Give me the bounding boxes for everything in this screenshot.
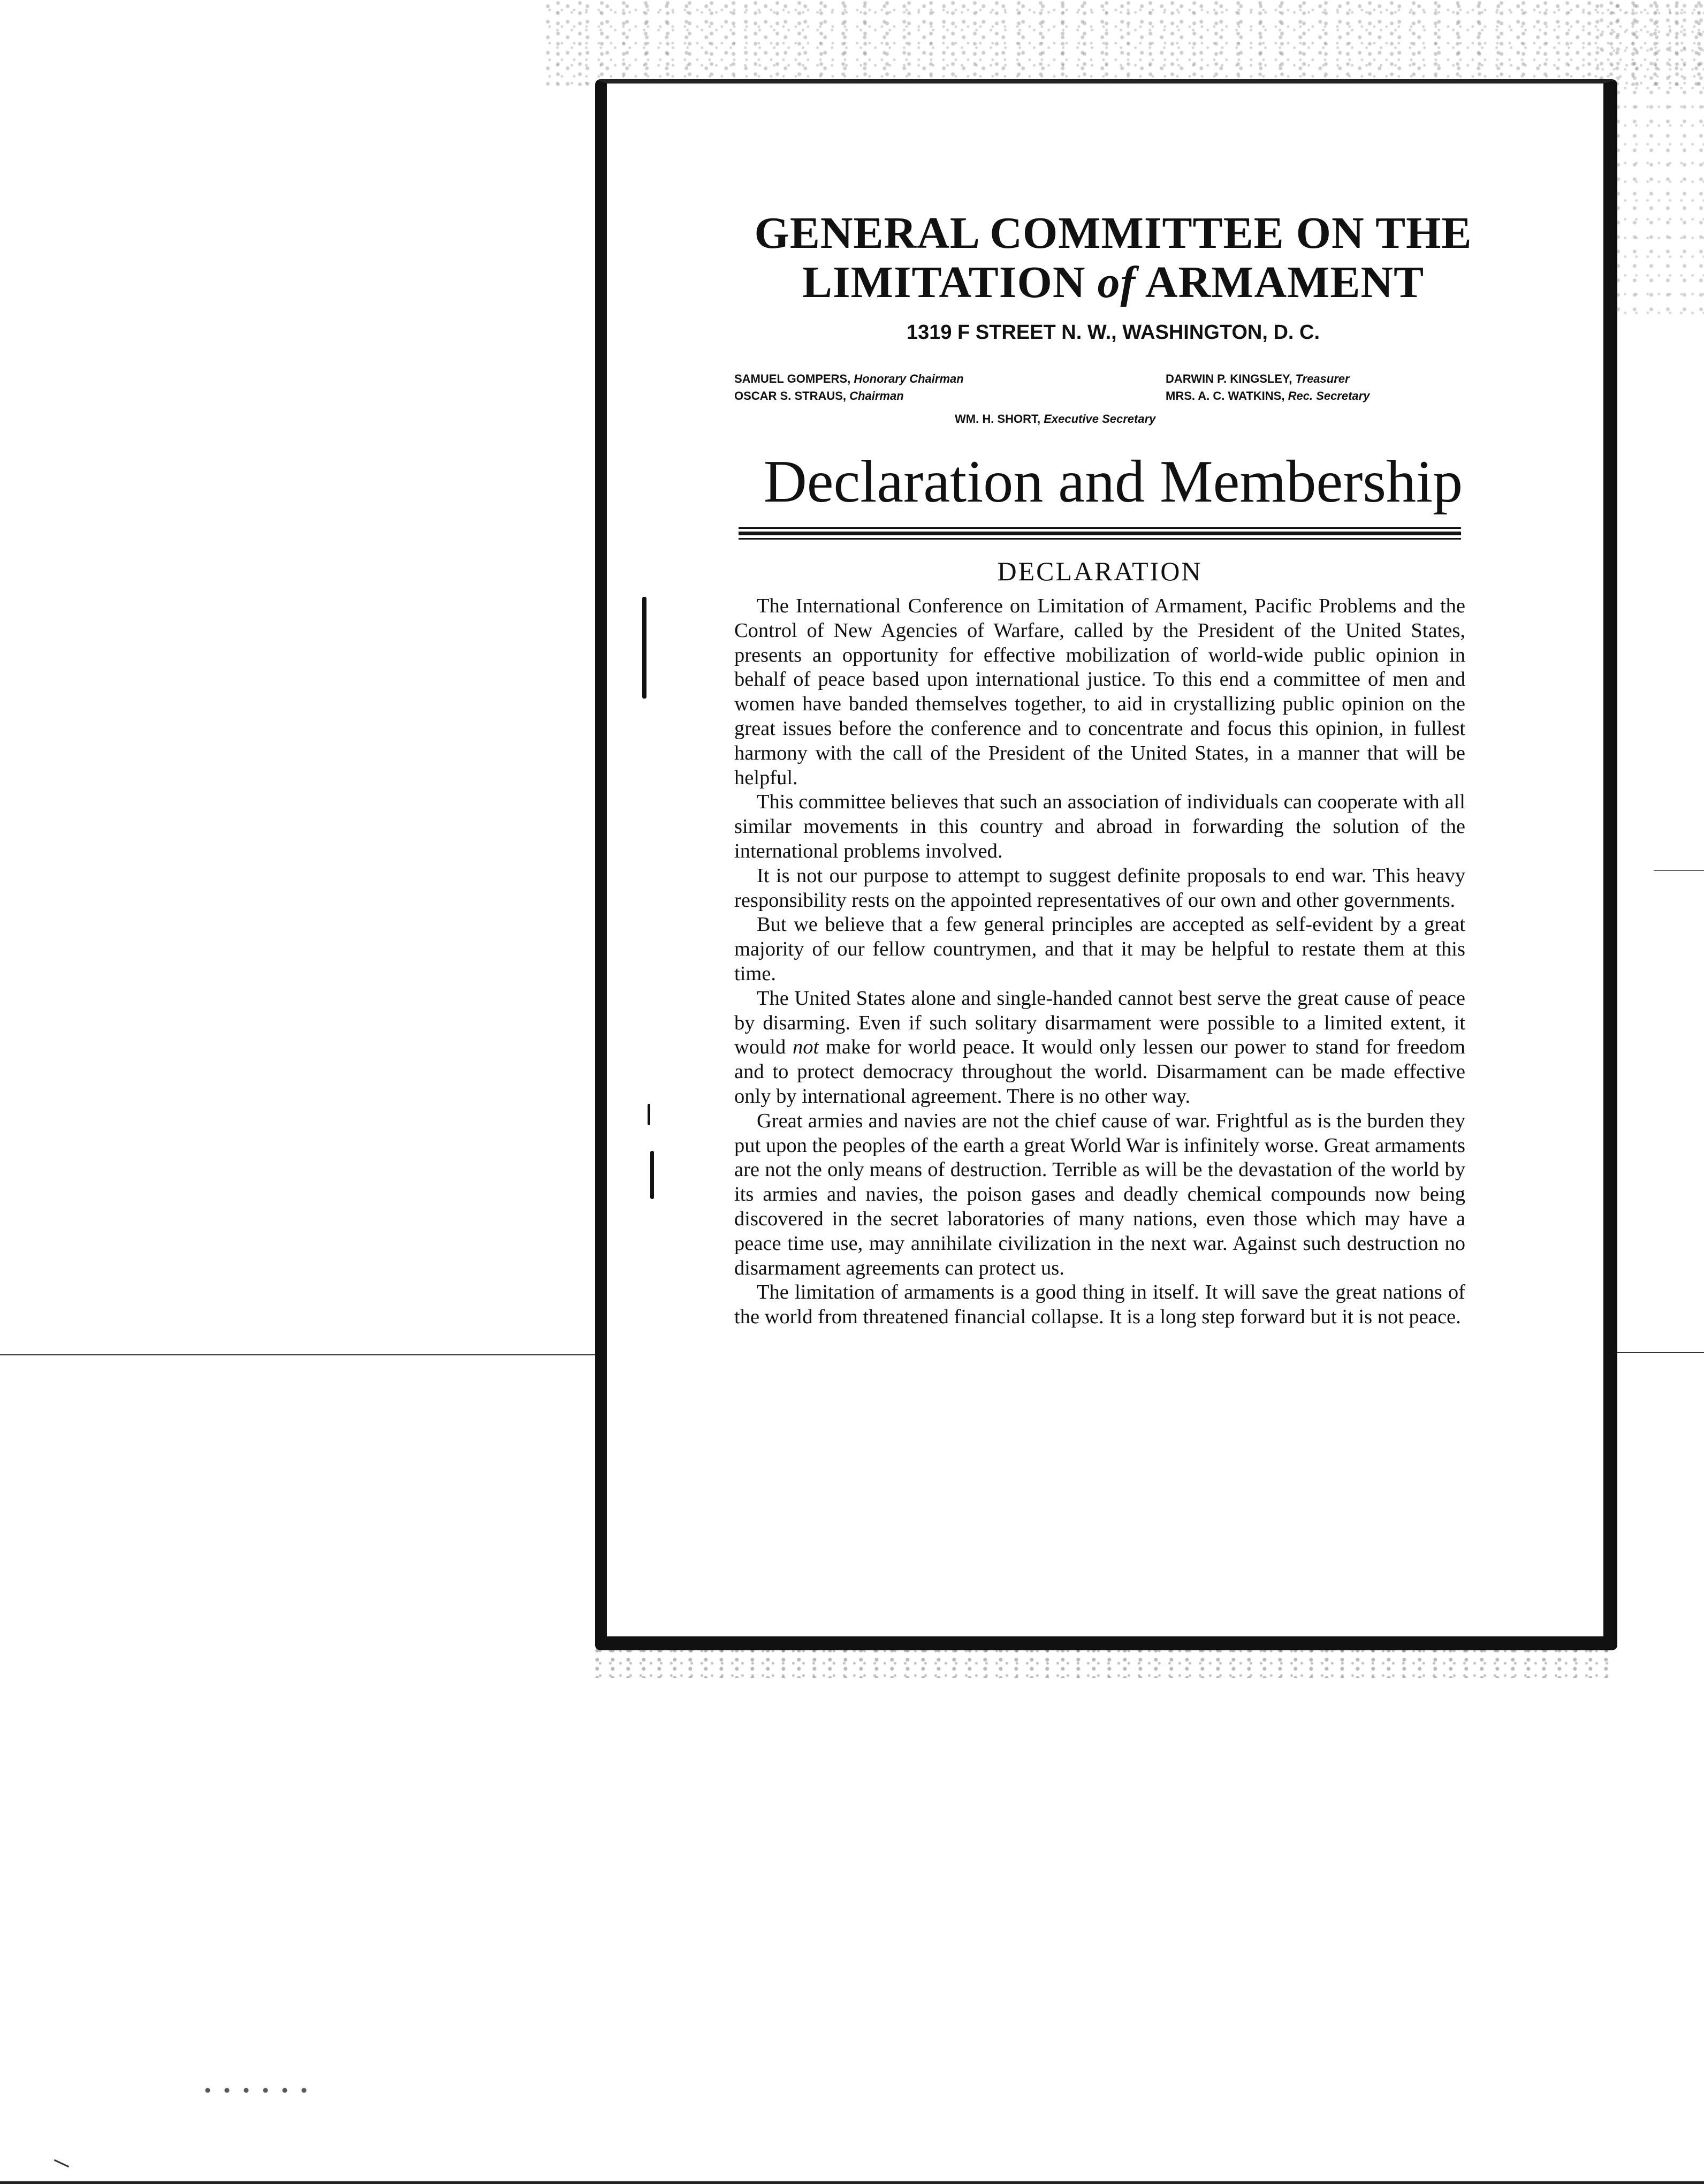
paragraph-text: The United States alone and single-handed cannot best serve the great cause of peace by disarming. Even if such solitary disarmament were possible to a limited extent, it would bbox=[734, 987, 1465, 1059]
margin-mark bbox=[642, 597, 646, 699]
margin-mark bbox=[650, 1151, 654, 1199]
officer-executive-secretary bbox=[955, 412, 1155, 426]
officer-role: Executive Secretary bbox=[1044, 412, 1156, 426]
heading-rule-thick bbox=[739, 532, 1461, 535]
officer-name: WM. H. SHORT, bbox=[955, 412, 1041, 426]
title-line-1: GENERAL COMMITTEE ON THE bbox=[754, 208, 1472, 258]
title-line-2-c: ARMAMENT bbox=[1136, 257, 1425, 307]
heading-rule-thin bbox=[739, 527, 1461, 529]
paragraph: The limitation of armaments is a good thing in itself. It will save the great nations of the world from threatened financial collapse. It is a long step forward but it is not peace. bbox=[734, 1281, 1465, 1329]
officer-role: Chairman bbox=[849, 389, 904, 403]
paragraph: This committee believes that such an association of individuals can cooperate with all similar movements in this country and abroad in forwarding the solution of the international problems involved. bbox=[734, 791, 1465, 862]
officer-name: SAMUEL GOMPERS, bbox=[734, 372, 851, 385]
paragraph: The International Conference on Limitation of Armament, Pacific Problems and the Control of New Agencies of Warfare, called by the President of the United States, presents an opportunity for effective mobilization of world-wide public opinion in behalf of peace based upon international justice. To this end a committee of men and women have banded themselves together, to aid in crystallizing public opinion on the great issues before the conference and to concentrate and focus this opinion, in fullest harmony with the call of the President of the United States, in a manner that will be helpful. bbox=[734, 595, 1465, 789]
heading-rule-thin-lower bbox=[739, 538, 1461, 540]
emphasis-text: not bbox=[792, 1036, 819, 1059]
officer-role: Honorary Chairman bbox=[854, 372, 964, 385]
committee-address: 1319 F STREET N. W., WASHINGTON, D. C. bbox=[906, 321, 1320, 344]
officer-name: MRS. A. C. WATKINS, bbox=[1166, 389, 1285, 403]
officer-name: OSCAR S. STRAUS, bbox=[734, 389, 847, 403]
title-line-2 bbox=[632, 258, 1595, 307]
officer-role: Rec. Secretary bbox=[1288, 389, 1370, 403]
officer-rec-secretary bbox=[1166, 389, 1370, 403]
officer-honorary-chairman bbox=[734, 372, 964, 386]
scan-specks-bottom bbox=[198, 2080, 316, 2101]
committee-title bbox=[632, 209, 1595, 307]
fold-line-right bbox=[1616, 1352, 1704, 1353]
officer-name: DARWIN P. KINGSLEY, bbox=[1166, 372, 1292, 385]
document-heading: Declaration and Membership bbox=[763, 449, 1463, 515]
scan-noise-bottom bbox=[594, 1646, 1611, 1678]
officer-chairman bbox=[734, 389, 904, 403]
officer-treasurer bbox=[1166, 372, 1350, 386]
officer-role: Treasurer bbox=[1295, 372, 1350, 385]
scan-bottom-edge bbox=[0, 2181, 1704, 2184]
corner-mark bbox=[54, 2159, 69, 2167]
section-title: DECLARATION bbox=[997, 556, 1203, 586]
paragraph: Great armies and navies are not the chief cause of war. Frightful as is the burden they put upon the peoples of the earth a great World War is infinitely worse. Great armaments are not the only means of destruction. Terrible as will be the devastation of the world by its armies and navies, the poison gases and deadly chemical compounds now being discovered in the secret laboratories of many nations, even those which may have a peace time use, may annihilate civilization in the next war. Against such destruction no disarmament agreements can protect us. bbox=[734, 1109, 1465, 1279]
margin-mark bbox=[648, 1104, 650, 1125]
paragraph: But we believe that a few general principles are accepted as self-evident by a great majority of our fellow countrymen, and that it may be helpful to restate them at this time. bbox=[734, 913, 1465, 985]
title-line-2-of: of bbox=[1097, 257, 1136, 307]
paragraph: It is not our purpose to attempt to suggest definite proposals to end war. This heavy responsibility rests on the appointed representatives of our own and other governments. bbox=[734, 864, 1465, 912]
edge-mark-right bbox=[1654, 870, 1704, 871]
paragraph bbox=[734, 987, 1465, 1109]
fold-line-left bbox=[0, 1354, 599, 1355]
declaration-body bbox=[734, 594, 1465, 1330]
scan-noise-top bbox=[546, 0, 1704, 86]
title-line-2-a: LIMITATION bbox=[802, 257, 1098, 307]
paragraph-text: make for world peace. It would only lessen our power to stand for freedom and to protect democracy throughout the world. Disarmament can be made effective only by international agreement. There is no other way. bbox=[734, 1036, 1465, 1108]
